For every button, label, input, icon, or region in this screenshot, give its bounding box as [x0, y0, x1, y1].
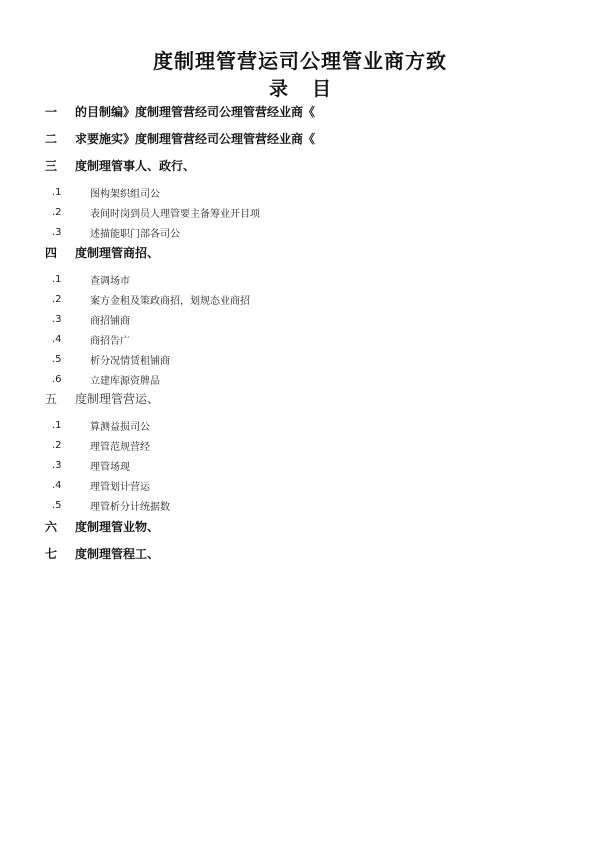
- toc-item-number: .5: [52, 354, 62, 365]
- toc-item-number: .2: [52, 207, 62, 218]
- toc-section-title: 求要施实》度制理管营经司公理管营经业商《: [75, 132, 316, 146]
- toc-section-number: 五: [45, 392, 58, 406]
- toc-section-title: 的目制编》度制理管营经司公理管营经业商《: [75, 105, 316, 119]
- toc-item-title: 理管范规营经: [90, 442, 150, 453]
- toc-item[interactable]: [52, 292, 250, 307]
- toc-item[interactable]: [52, 205, 260, 220]
- toc-section[interactable]: [45, 545, 159, 562]
- document-title: 度制理管营运司公理管业商方致: [153, 49, 447, 73]
- toc-item-number: .5: [52, 500, 62, 511]
- toc-item-number: .2: [52, 440, 62, 451]
- toc-section-number: 六: [45, 520, 58, 534]
- toc-section-title: 度制理管业物、: [75, 520, 160, 534]
- toc-section-number: 七: [45, 547, 58, 561]
- toc-section-number: 一: [45, 105, 58, 119]
- toc-item-number: .3: [52, 460, 62, 471]
- toc-section[interactable]: [45, 130, 315, 147]
- toc-item[interactable]: [52, 438, 150, 453]
- toc-item-number: .6: [52, 374, 62, 385]
- toc-item-number: .4: [52, 334, 62, 345]
- toc-section-number: 三: [45, 159, 58, 173]
- toc-item[interactable]: [52, 332, 130, 347]
- toc-heading: 录目: [268, 78, 355, 100]
- toc-section[interactable]: [45, 103, 315, 120]
- toc-item-title: 商招告广: [90, 336, 130, 347]
- toc-item-title: 立建库源资牌品: [90, 376, 160, 387]
- toc-item[interactable]: [52, 185, 160, 200]
- toc-item[interactable]: [52, 458, 130, 473]
- toc-item-number: .3: [52, 314, 62, 325]
- toc-item[interactable]: [52, 498, 170, 513]
- toc-item-number: .1: [52, 274, 62, 285]
- toc-section-number: 四: [45, 246, 58, 260]
- toc-item-number: .2: [52, 294, 62, 305]
- toc-section[interactable]: [45, 518, 159, 535]
- toc-item-number: .3: [52, 227, 62, 238]
- toc-section[interactable]: [45, 244, 159, 261]
- toc-item-title: 述描能职门部各司公: [90, 229, 180, 240]
- toc-item-title: 表间时岗到员人理管要主备筹业开目项: [90, 209, 260, 220]
- toc-item-title: 理管划计营运: [90, 482, 150, 493]
- toc-section-title: 度制理管商招、: [75, 246, 160, 260]
- toc-section-title: 度制理管事人、政行、: [75, 159, 196, 173]
- toc-section-title: 度制理管营运、: [75, 392, 160, 406]
- toc-item[interactable]: [52, 312, 130, 327]
- toc-item-title: 查调场市: [90, 276, 130, 287]
- toc-item-title: 理管析分计统据数: [90, 502, 170, 513]
- toc-item-title: 算测益损司公: [90, 422, 150, 433]
- toc-item-title: 析分况情赁租铺商: [90, 356, 170, 367]
- toc-item-number: .1: [52, 420, 62, 431]
- toc-item[interactable]: [52, 225, 180, 240]
- toc-item[interactable]: [52, 372, 160, 387]
- toc-item-title: 案方金租及策政商招，划规态业商招: [90, 296, 250, 307]
- toc-item[interactable]: [52, 272, 130, 287]
- toc-item[interactable]: [52, 418, 150, 433]
- toc-item-title: 图构架织组司公: [90, 189, 160, 200]
- toc-item[interactable]: [52, 478, 150, 493]
- toc-item-title: 理管场现: [90, 462, 130, 473]
- toc-section[interactable]: [45, 390, 159, 407]
- toc-item-number: .1: [52, 187, 62, 198]
- toc-section[interactable]: [45, 157, 195, 174]
- toc-section-title: 度制理管程工、: [75, 547, 160, 561]
- toc-section-number: 二: [45, 132, 58, 146]
- toc-item-title: 商招铺商: [90, 316, 130, 327]
- toc-item-number: .4: [52, 480, 62, 491]
- toc-item[interactable]: [52, 352, 170, 367]
